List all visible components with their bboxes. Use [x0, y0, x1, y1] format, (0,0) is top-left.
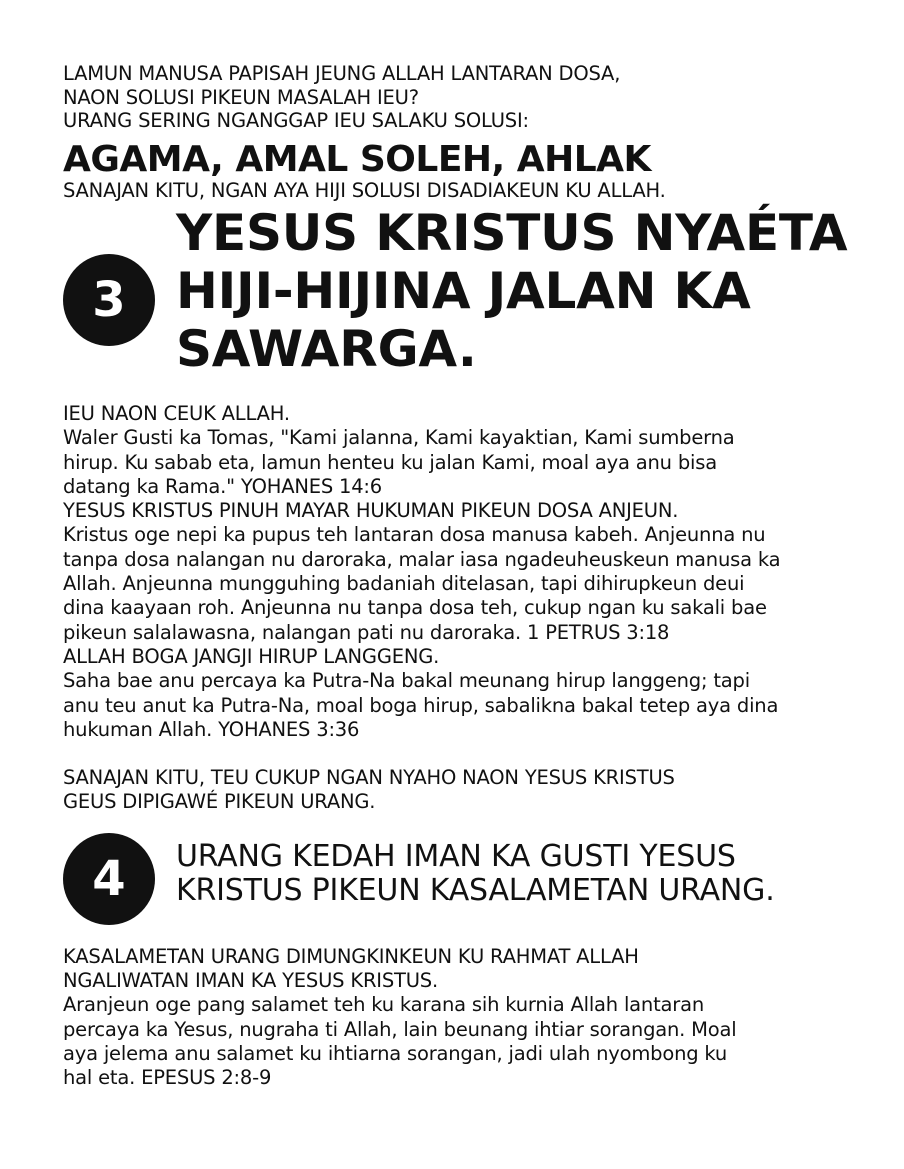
body-line: Waler Gusti ka Tomas, "Kami jalanna, Kami kayaktian, Kami sumberna [63, 426, 735, 450]
point-number-badge: 4 [63, 833, 155, 925]
body-line: anu teu anut ka Putra-Na, moal boga hirup, sabalikna bakal tetep aya dina [63, 693, 779, 717]
body-line: Saha bae anu percaya ka Putra-Na bakal meunang hirup langgeng; tapi [63, 669, 750, 693]
closing-line: SANAJAN KITU, TEU CUKUP NGAN NYAHO NAON YESUS KRISTUS [63, 766, 675, 790]
point-3-heading [176, 204, 847, 378]
heading-line: URANG KEDAH IMAN KA GUSTI YESUS [176, 838, 736, 874]
body-line: Kristus oge nepi ka pupus teh lantaran dosa manusa kabeh. Anjeunna nu [63, 523, 766, 547]
point-3 [63, 204, 853, 382]
intro-section [63, 62, 853, 202]
heading-line: HIJI-HIJINA JALAN KA [176, 262, 751, 320]
point-4-heading [176, 840, 775, 908]
intro-line: NAON SOLUSI PIKEUN MASALAH IEU? [63, 85, 419, 109]
body-line: Aranjeun oge pang salamet teh ku karana sih kurnia Allah lantaran [63, 993, 705, 1017]
body-line: datang ka Rama." YOHANES 14:6 [63, 474, 383, 498]
body-line: aya jelema anu salamet ku ihtiarna sorangan, jadi ulah nyombong ku [63, 1041, 728, 1065]
body-line: YESUS KRISTUS PINUH MAYAR HUKUMAN PIKEUN DOSA ANJEUN. [63, 499, 679, 523]
spacer [63, 742, 853, 766]
body-line: hal eta. EPESUS 2:8-9 [63, 1066, 272, 1090]
body-line: hukuman Allah. YOHANES 3:36 [63, 717, 360, 741]
heading-line: SAWARGA. [176, 320, 477, 378]
intro-line: LAMUN MANUSA PAPISAH JEUNG ALLAH LANTARAN DOSA, [63, 62, 621, 85]
body-line: pikeun salalawasna, nalangan pati nu daroraka. 1 PETRUS 3:18 [63, 620, 670, 644]
body-line: ALLAH BOGA JANGJI HIRUP LANGGENG. [63, 644, 440, 668]
body-line: dina kaayaan roh. Anjeunna nu tanpa dosa teh, cukup ngan ku sakali bae [63, 596, 767, 620]
point-3-body [63, 402, 853, 815]
intro-after-heading: SANAJAN KITU, NGAN AYA HIJI SOLUSI DISADIAKEUN KU ALLAH. [63, 178, 666, 202]
body-line: hirup. Ku sabab eta, lamun henteu ku jalan Kami, moal aya anu bisa [63, 450, 717, 474]
tract-page [63, 62, 853, 1091]
intro-line: URANG SERING NGANGGAP IEU SALAKU SOLUSI: [63, 109, 529, 132]
heading-line: YESUS KRISTUS NYAÉTA [176, 204, 848, 262]
point-4-body [63, 945, 853, 1091]
heading-line: KRISTUS PIKEUN KASALAMETAN URANG. [176, 872, 775, 908]
body-line: tanpa dosa nalangan nu daroraka, malar iasa ngadeuheuskeun manusa ka [63, 547, 781, 571]
point-4 [63, 833, 853, 925]
body-line: IEU NAON CEUK ALLAH. [63, 402, 290, 425]
intro-heading: AGAMA, AMAL SOLEH, AHLAK [63, 138, 651, 180]
body-line: percaya ka Yesus, nugraha ti Allah, lain beunang ihtiar sorangan. Moal [63, 1017, 737, 1041]
point-number-badge: 3 [63, 254, 155, 346]
body-line: NGALIWATAN IMAN KA YESUS KRISTUS. [63, 969, 438, 993]
body-line: Allah. Anjeunna mungguhing badaniah ditelasan, tapi dihirupkeun deui [63, 572, 745, 596]
closing-line: GEUS DIPIGAWÉ PIKEUN URANG. [63, 790, 376, 814]
body-line: KASALAMETAN URANG DIMUNGKINKEUN KU RAHMAT ALLAH [63, 944, 639, 968]
